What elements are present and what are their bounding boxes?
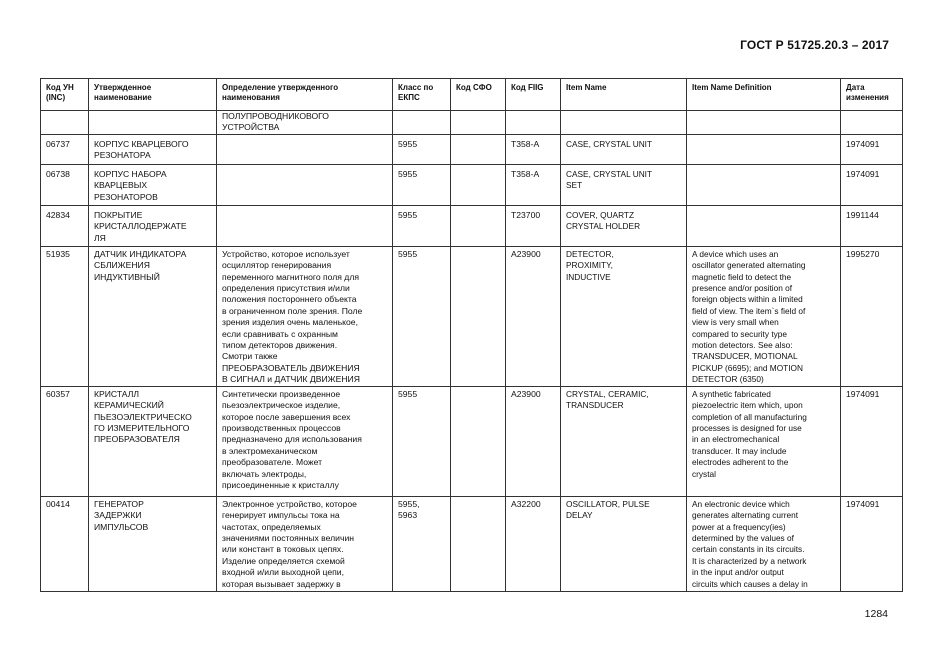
cell-name-ru: КОРПУС КВАРЦЕВОГО РЕЗОНАТОРА	[89, 134, 217, 164]
table-row	[41, 205, 903, 246]
table-row	[41, 134, 903, 164]
table-row	[41, 386, 903, 496]
cell-fiig: A23900	[506, 246, 561, 386]
cell-name-ru	[89, 111, 217, 135]
cell-inc: 60357	[41, 386, 89, 496]
col-header-item-name-definition: Item Name Definition	[687, 79, 841, 111]
cell-sfo	[451, 496, 506, 591]
table-row-continuation	[41, 111, 903, 135]
cell-name-ru: КРИСТАЛЛ КЕРАМИЧЕСКИЙ ПЬЕЗОЭЛЕКТРИЧЕСКО ГО ИЗМЕРИТЕЛЬНОГО ПРЕОБРАЗОВАТЕЛЯ	[89, 386, 217, 496]
cell-ekps: 5955	[393, 164, 451, 205]
cell-name-ru: ГЕНЕРАТОР ЗАДЕРЖКИ ИМПУЛЬСОВ	[89, 496, 217, 591]
cell-inc: 00414	[41, 496, 89, 591]
document-standard-id: ГОСТ Р 51725.20.3 – 2017	[740, 38, 889, 52]
cell-date: 1995270	[841, 246, 903, 386]
table-row	[41, 246, 903, 386]
cell-definition-ru	[217, 205, 393, 246]
page-number: 1284	[864, 608, 888, 620]
cell-ekps: 5955	[393, 205, 451, 246]
cell-ekps: 5955	[393, 386, 451, 496]
cell-item-name: DETECTOR, PROXIMITY, INDUCTIVE	[561, 246, 687, 386]
cell-inc: 06737	[41, 134, 89, 164]
cell-name-ru: КОРПУС НАБОРА КВАРЦЕВЫХ РЕЗОНАТОРОВ	[89, 164, 217, 205]
cell-fiig: T358-A	[506, 164, 561, 205]
table-row	[41, 496, 903, 591]
cell-sfo	[451, 246, 506, 386]
cell-fiig: A23900	[506, 386, 561, 496]
cell-sfo	[451, 111, 506, 135]
cell-fiig: T358-A	[506, 134, 561, 164]
cell-name-ru: ДАТЧИК ИНДИКАТОРА СБЛИЖЕНИЯ ИНДУКТИВНЫЙ	[89, 246, 217, 386]
cell-sfo	[451, 134, 506, 164]
cell-inc: 51935	[41, 246, 89, 386]
cell-item-definition	[687, 111, 841, 135]
cell-inc: 42834	[41, 205, 89, 246]
col-header-ekps-class: Класс по ЕКПС	[393, 79, 451, 111]
cell-item-name: CRYSTAL, CERAMIC, TRANSDUCER	[561, 386, 687, 496]
cell-fiig	[506, 111, 561, 135]
cell-definition-ru: Устройство, которое использует осциллятор генерирования переменного магнитного поля для определения присутствия и/или положения постороннего объекта в ограниченном поле зрения. Поле зрения изделия очень маленькое, если сравнивать с охранным типом детекторов движения. Смотри также ПРЕОБРАЗОВАТЕЛЬ ДВИЖЕНИЯ В СИГНАЛ и ДАТЧИК ДВИЖЕНИЯ	[217, 246, 393, 386]
cell-date: 1974091	[841, 496, 903, 591]
cell-definition-ru: Синтетически произведенное пьезоэлектрическое изделие, которое после завершения всех производственных процессов предназначено для использования в электромеханическом преобразователе. Может включать электроды, присоединенные к кристаллу	[217, 386, 393, 496]
cell-definition-ru	[217, 134, 393, 164]
cell-item-definition	[687, 205, 841, 246]
cell-item-name: CASE, CRYSTAL UNIT SET	[561, 164, 687, 205]
cell-ekps	[393, 111, 451, 135]
col-header-approved-name-definition: Определение утвержденного наименования	[217, 79, 393, 111]
cell-date	[841, 111, 903, 135]
cell-inc	[41, 111, 89, 135]
cell-item-name: CASE, CRYSTAL UNIT	[561, 134, 687, 164]
col-header-change-date: Дата изменения	[841, 79, 903, 111]
cell-item-definition	[687, 134, 841, 164]
cell-item-definition	[687, 164, 841, 205]
cell-definition-ru	[217, 164, 393, 205]
item-name-table	[40, 78, 903, 592]
table-row	[41, 164, 903, 205]
cell-item-name: COVER, QUARTZ CRYSTAL HOLDER	[561, 205, 687, 246]
cell-definition-ru: Электронное устройство, которое генерирует импульсы тока на частотах, определяемых значениями постоянных величин или констант в токовых цепях. Изделие определяется схемой входной и/или выходной цепи, которая вызывает задержку в	[217, 496, 393, 591]
cell-inc: 06738	[41, 164, 89, 205]
col-header-approved-name: Утвержденное наименование	[89, 79, 217, 111]
cell-date: 1991144	[841, 205, 903, 246]
table-header-row	[41, 79, 903, 111]
cell-ekps: 5955	[393, 134, 451, 164]
cell-item-definition: A device which uses an oscillator generated alternating magnetic field to detect the presence and/or position of foreign objects within a limited field of view. The item`s field of view is very small when compared to security type motion detectors. See also: TRANSDUCER, MOTIONAL PICKUP (6695); and MOTION DETECTOR (6350)	[687, 246, 841, 386]
col-header-item-name: Item Name	[561, 79, 687, 111]
cell-definition-ru: ПОЛУПРОВОДНИКОВОГО УСТРОЙСТВА	[217, 111, 393, 135]
cell-ekps: 5955	[393, 246, 451, 386]
cell-item-name	[561, 111, 687, 135]
cell-item-definition: An electronic device which generates alternating current power at a frequency(ies) determined by the values of certain constants in its circuits. It is characterized by a network in the input and/or output circuits which causes a delay in	[687, 496, 841, 591]
cell-ekps: 5955, 5963	[393, 496, 451, 591]
cell-item-name: OSCILLATOR, PULSE DELAY	[561, 496, 687, 591]
cell-date: 1974091	[841, 134, 903, 164]
cell-name-ru: ПОКРЫТИЕ КРИСТАЛЛОДЕРЖАТЕ ЛЯ	[89, 205, 217, 246]
col-header-inc: Код УН (INC)	[41, 79, 89, 111]
cell-item-definition: A synthetic fabricated piezoelectric item which, upon completion of all manufacturing processes is designed for use in an electromechanical transducer. It may include electrodes adherent to the crystal	[687, 386, 841, 496]
cell-fiig: A32200	[506, 496, 561, 591]
cell-date: 1974091	[841, 164, 903, 205]
col-header-sfo-code: Код СФО	[451, 79, 506, 111]
col-header-fiig-code: Код FIIG	[506, 79, 561, 111]
cell-fiig: T23700	[506, 205, 561, 246]
cell-date: 1974091	[841, 386, 903, 496]
cell-sfo	[451, 205, 506, 246]
cell-sfo	[451, 386, 506, 496]
cell-sfo	[451, 164, 506, 205]
